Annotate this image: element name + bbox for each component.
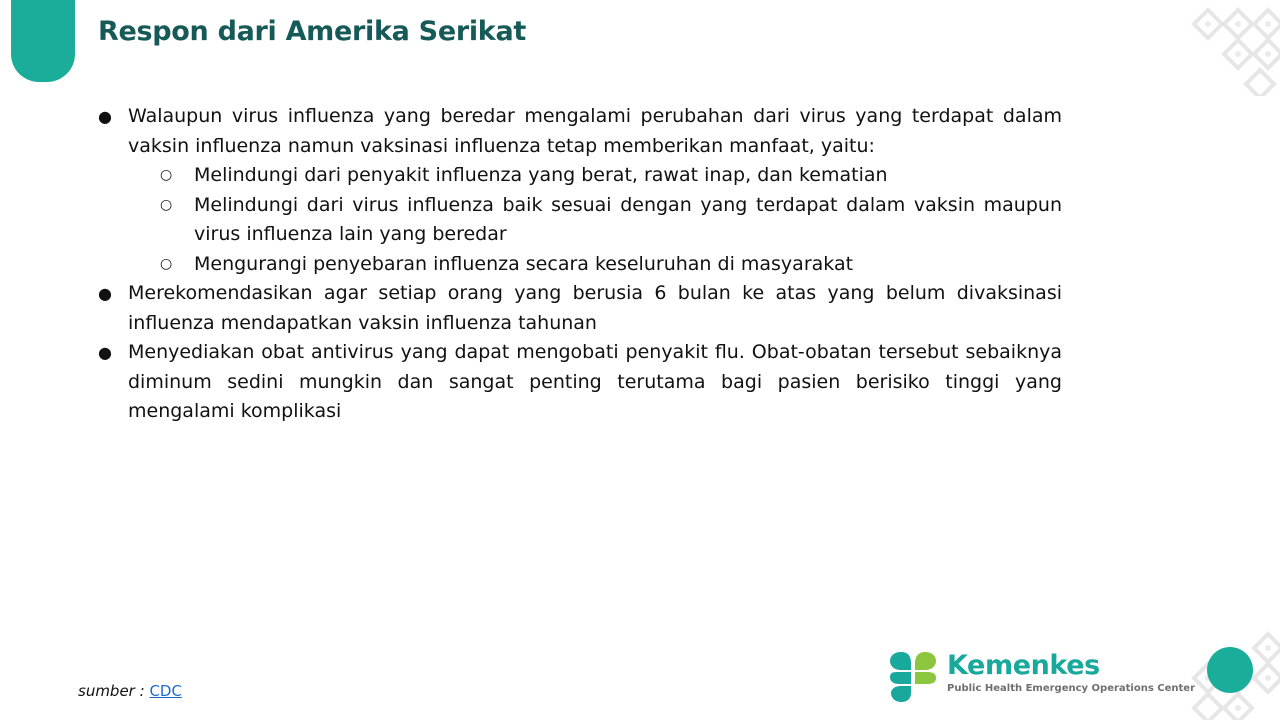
list-item-text: Merekomendasikan agar setiap orang yang berusia 6 bulan ke atas yang belum divaksinasi influenza mendapatkan vaksin influenza tahunan: [128, 282, 1062, 334]
sub-list-item: [98, 161, 1062, 191]
source-citation: [78, 682, 182, 700]
kemenkes-logo: [887, 650, 1196, 704]
slide-title: Respon dari Amerika Serikat: [98, 16, 526, 47]
sub-list-item: [98, 191, 1062, 250]
list-item-text: Walaupun virus influenza yang beredar mengalami perubahan dari virus yang terdapat dalam vaksin influenza namun vaksinasi influenza tetap memberikan manfaat, yaitu:: [128, 105, 1062, 157]
sub-bullet-icon: ○: [160, 255, 173, 272]
content-area: [98, 102, 1062, 427]
sub-list-item-text: Melindungi dari virus influenza baik sesuai dengan yang terdapat dalam vaksin maupun virus influenza lain yang beredar: [194, 193, 1062, 245]
source-label: sumber :: [78, 682, 150, 700]
corner-accent-dot: [1207, 647, 1253, 693]
header-accent-tab: [11, 0, 75, 82]
sub-bullet-icon: ○: [160, 167, 173, 183]
sub-list-item-text: Mengurangi penyebaran influenza secara keseluruhan di masyarakat: [194, 252, 854, 275]
sub-list-item-text: Melindungi dari penyakit influenza yang berat, rawat inap, dan kematian: [194, 164, 888, 186]
list-item-text: Menyediakan obat antivirus yang dapat mengobati penyakit flu. Obat-obatan tersebut sebaiknya diminum sedini mungkin dan sangat penting terutama bagi pasien berisiko tinggi yang mengalami komplikasi: [128, 341, 1062, 422]
bullet-icon: ●: [98, 343, 112, 362]
source-link[interactable]: CDC: [149, 682, 182, 700]
sub-list: [98, 161, 1062, 279]
logo-tagline: Public Health Emergency Operations Center: [947, 683, 1196, 694]
list-item: [98, 338, 1062, 427]
logo-name: Kemenkes: [947, 650, 1100, 681]
list-item: [98, 102, 1062, 161]
batik-pattern-icon: [1184, 0, 1280, 96]
sub-bullet-icon: ○: [160, 196, 173, 213]
kemenkes-cross-icon: [887, 650, 939, 704]
sub-list-item: [98, 250, 1062, 280]
bullet-icon: ●: [98, 284, 112, 303]
list-item: [98, 279, 1062, 338]
bullet-icon: ●: [98, 107, 112, 126]
